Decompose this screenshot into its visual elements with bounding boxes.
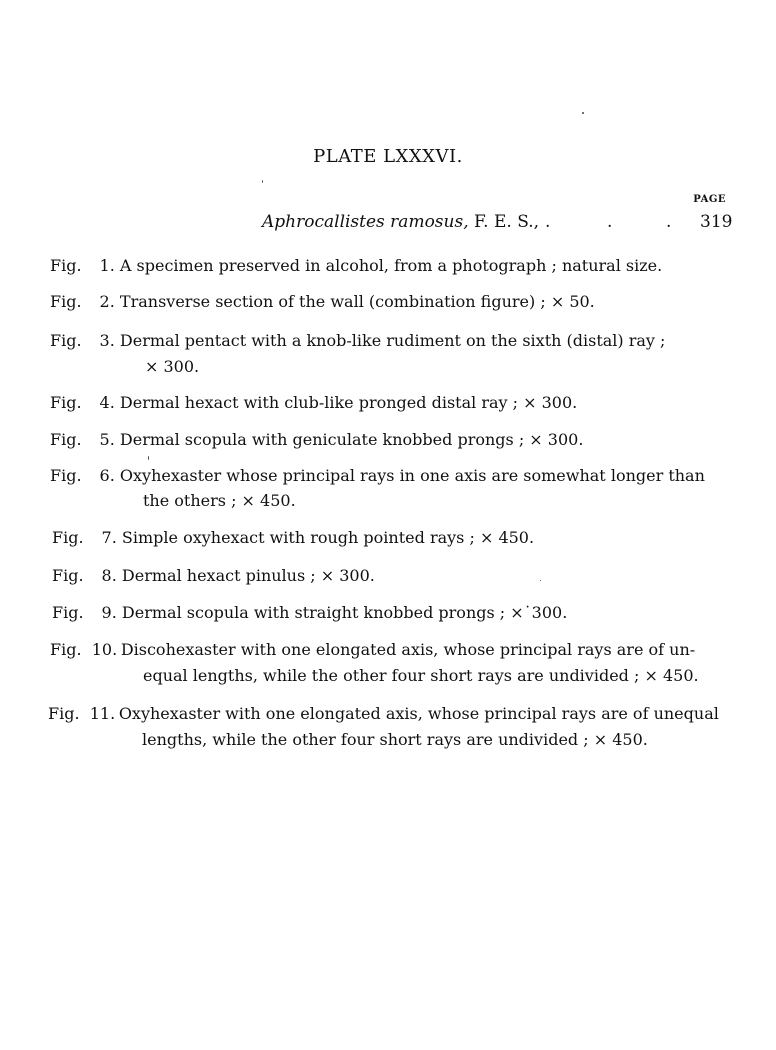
page-column-label: PAGE [693, 194, 726, 205]
figure-caption [50, 329, 665, 353]
figure-number: 2. [99, 292, 115, 311]
figure-text: Oxyhexaster whose principal rays in one axis are somewhat longer than [119, 466, 705, 485]
figure-text: Dermal hexact with club-like pronged distal ray ; × 300. [119, 393, 578, 412]
figure-text: Simple oxyhexact with rough pointed rays ; × 450. [121, 528, 535, 547]
figure-caption [50, 391, 577, 415]
scan-speck [582, 112, 584, 114]
figure-text: Dermal scopula with straight knobbed prongs ; ×˙300. [121, 603, 568, 622]
figure-number: 10. [91, 640, 118, 659]
figure-caption [50, 638, 695, 662]
figure-caption [50, 428, 583, 452]
species-page-number: 319 [700, 212, 733, 232]
figure-label: Fig. [50, 331, 82, 350]
figure-number: 4. [99, 393, 115, 412]
leader-dot: . [607, 212, 613, 232]
leader-dot: . [666, 212, 672, 232]
figure-label: Fig. [52, 603, 84, 622]
figure-text-continuation: lengths, while the other four short rays are undivided ; × 450. [142, 730, 648, 749]
figure-caption [48, 702, 719, 726]
figure-text-continuation: × 300. [145, 357, 200, 376]
leader-dot: . [545, 212, 551, 232]
figure-label: Fig. [50, 430, 82, 449]
figure-number: 1. [99, 256, 115, 275]
figure-number: 5. [99, 430, 115, 449]
figure-text: Oxyhexaster with one elongated axis, whose principal rays are of unequal [118, 704, 719, 723]
figure-text: Transverse section of the wall (combination figure) ; × 50. [119, 292, 595, 311]
figure-number: 8. [101, 566, 117, 585]
figure-number: 3. [99, 331, 115, 350]
scan-speck [148, 456, 149, 460]
figure-caption [50, 290, 595, 314]
figure-number: 11. [89, 704, 116, 723]
figure-text-continuation: equal lengths, while the other four short rays are undivided ; × 450. [143, 666, 699, 685]
species-authority: F. E. S., [474, 212, 540, 232]
figure-label: Fig. [50, 393, 82, 412]
figure-text: A specimen preserved in alcohol, from a photograph ; natural size. [119, 256, 663, 275]
figure-caption [52, 601, 567, 625]
figure-label: Fig. [50, 256, 82, 275]
plate-title: PLATE LXXXVI. [313, 146, 463, 167]
figure-text: Discohexaster with one elongated axis, whose principal rays are of un- [120, 640, 696, 659]
scan-speck [262, 180, 263, 183]
scan-speck [540, 580, 541, 581]
figure-label: Fig. [50, 640, 82, 659]
figure-caption [50, 254, 662, 278]
figure-number: 7. [101, 528, 117, 547]
figure-caption [52, 564, 375, 588]
figure-label: Fig. [50, 466, 82, 485]
figure-caption [52, 526, 534, 550]
figure-text-continuation: the others ; × 450. [143, 491, 296, 510]
species-name: Aphrocallistes ramosus, [262, 212, 469, 232]
figure-text: Dermal pentact with a knob-like rudiment on the sixth (distal) ray ; [119, 331, 666, 350]
figure-caption [50, 464, 705, 488]
figure-number: 9. [101, 603, 117, 622]
figure-label: Fig. [50, 292, 82, 311]
figure-text: Dermal scopula with geniculate knobbed prongs ; × 300. [119, 430, 584, 449]
figure-text: Dermal hexact pinulus ; × 300. [121, 566, 375, 585]
figure-number: 6. [99, 466, 115, 485]
species-heading [262, 212, 539, 232]
figure-label: Fig. [52, 566, 84, 585]
figure-label: Fig. [52, 528, 84, 547]
figure-label: Fig. [48, 704, 80, 723]
